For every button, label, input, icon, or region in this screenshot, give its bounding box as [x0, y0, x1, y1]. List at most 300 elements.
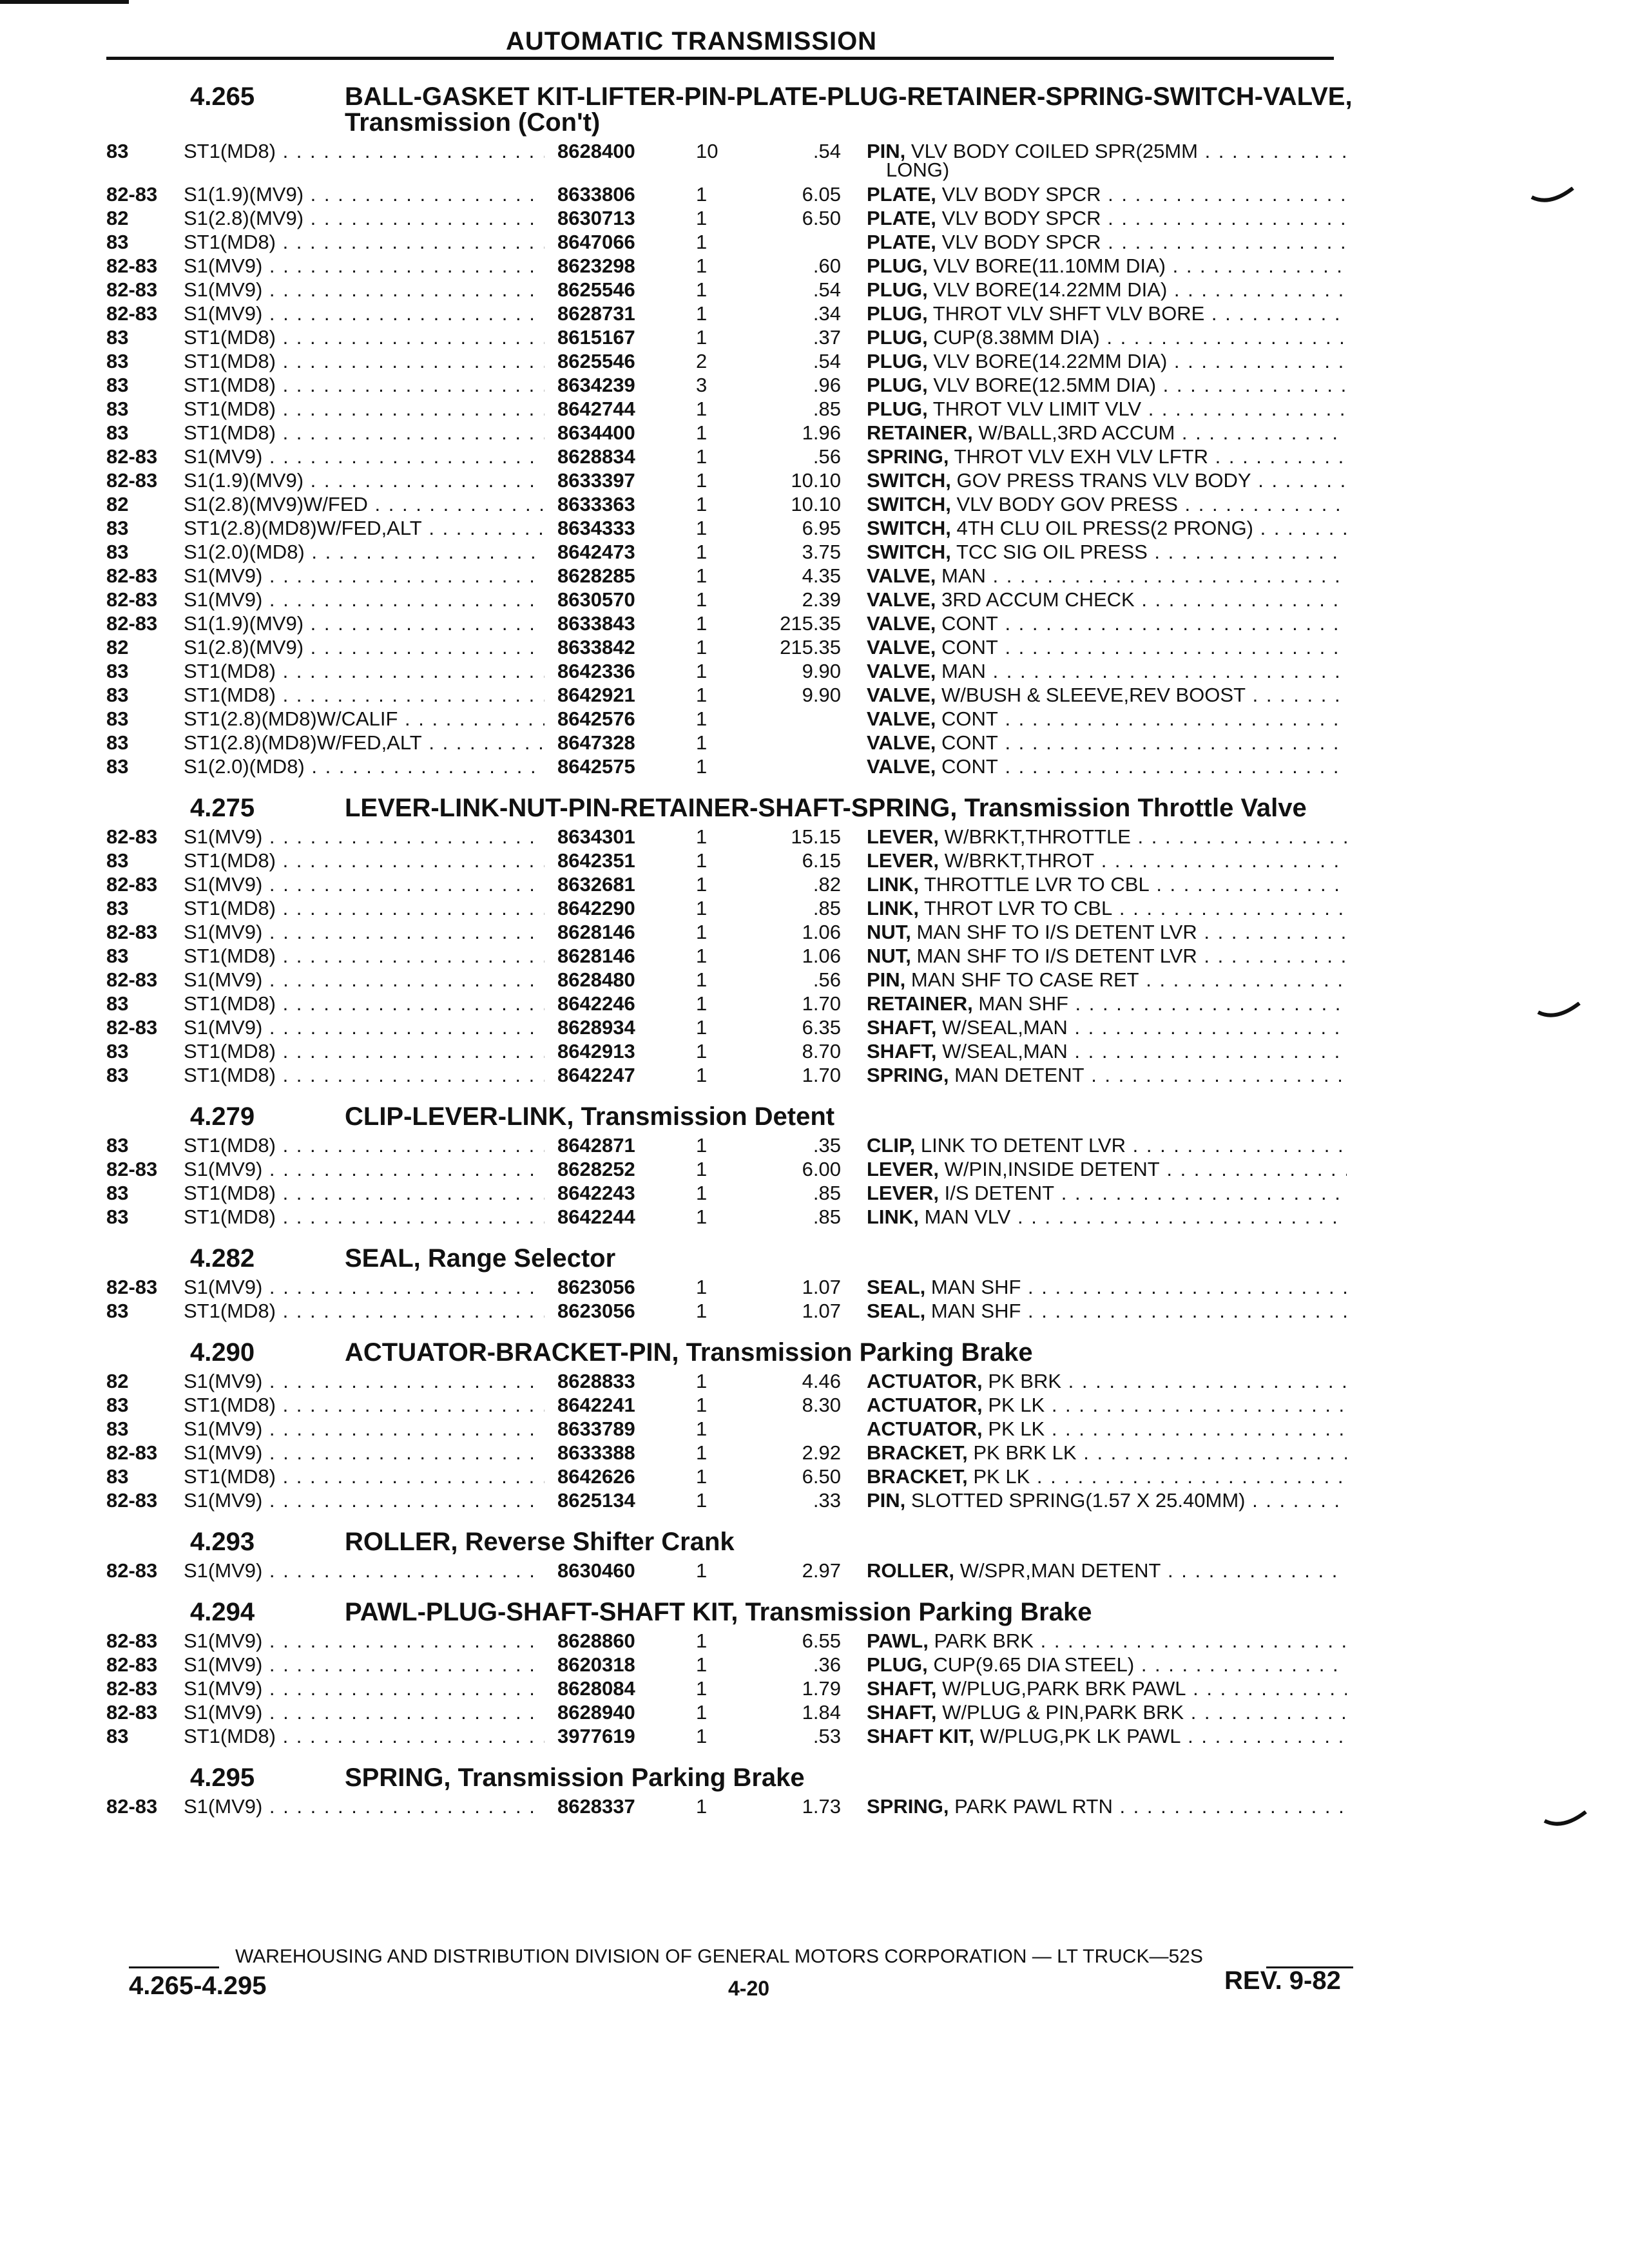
section-number: 4.282 — [190, 1244, 255, 1273]
quantity: 10 — [696, 140, 718, 162]
part-number: 8633363 — [557, 493, 635, 515]
part-name: BRACKET, — [867, 1465, 968, 1488]
part-detail: VLV BODY GOV PRESS — [956, 493, 1178, 515]
model-year: 83 — [106, 231, 129, 253]
model-code: S1(MV9) . . . — [184, 1441, 545, 1465]
part-description — [867, 825, 1347, 849]
table-row — [106, 1063, 1363, 1087]
part-description — [867, 611, 1347, 635]
part-description — [867, 1393, 1347, 1417]
section-heading — [106, 1599, 1363, 1625]
table-row — [106, 1299, 1363, 1323]
model-year: 82 — [106, 636, 129, 658]
part-number: 8623056 — [557, 1300, 635, 1322]
quantity: 1 — [696, 1064, 708, 1086]
section-title-plain: Transmission Throttle Valve — [964, 794, 1307, 822]
price: 4.35 — [802, 564, 841, 587]
part-name: SHAFT, — [867, 1677, 937, 1700]
quantity: 1 — [696, 921, 708, 943]
table-row — [106, 1181, 1363, 1205]
quantity: 1 — [696, 897, 708, 919]
model-code: ST1(MD8) . . . — [184, 230, 545, 254]
part-name: PLUG, — [867, 374, 928, 396]
quantity: 1 — [696, 469, 708, 492]
model-code: S1(MV9) . . . — [184, 1700, 545, 1724]
part-detail: W/SPR,MAN DETENT — [959, 1559, 1161, 1582]
model-code: S1(MV9) . . . — [184, 968, 545, 992]
model-year: 83 — [106, 1182, 129, 1204]
section-title-plain: Transmission — [345, 108, 511, 137]
quantity: 1 — [696, 968, 708, 991]
quantity: 1 — [696, 849, 708, 872]
section-title — [345, 1765, 1363, 1791]
model-code: ST1(MD8) . . . — [184, 139, 545, 163]
part-name: PLUG, — [867, 278, 928, 301]
table-row — [106, 230, 1363, 254]
table-row — [106, 302, 1363, 325]
model-code: S1(MV9) . . . — [184, 564, 545, 588]
price: .34 — [813, 302, 841, 325]
part-name: PLATE, — [867, 207, 936, 229]
table-row — [106, 278, 1363, 302]
table-row — [106, 1559, 1363, 1582]
quantity: 1 — [696, 1040, 708, 1062]
catalog-section — [106, 1340, 1363, 1512]
section-title-plain: Transmission Detent — [581, 1102, 835, 1131]
part-number: 8620318 — [557, 1653, 635, 1676]
part-detail: CONT — [941, 731, 998, 754]
model-code: ST1(MD8) . . . — [184, 373, 545, 397]
part-number: 8628860 — [557, 1629, 635, 1652]
part-description — [867, 1417, 1347, 1441]
part-detail: PK LK — [988, 1418, 1045, 1440]
part-number: 8633397 — [557, 469, 635, 492]
part-description — [867, 1559, 1347, 1582]
model-code: S1(MV9) . . . — [184, 1275, 545, 1299]
quantity: 1 — [696, 1016, 708, 1039]
table-row — [106, 1133, 1363, 1157]
model-code: S1(1.9)(MV9) . . . — [184, 468, 545, 492]
model-code: S1(MV9) . . . — [184, 1653, 545, 1677]
part-description — [867, 683, 1347, 707]
part-number: 8642336 — [557, 660, 635, 682]
price: 15.15 — [791, 825, 841, 848]
catalog-section — [106, 1765, 1363, 1818]
table-row — [106, 182, 1363, 206]
part-detail: W/SEAL,MAN — [942, 1040, 1068, 1062]
price: .85 — [813, 897, 841, 919]
part-number: 8634400 — [557, 421, 635, 444]
section-number: 4.290 — [190, 1338, 255, 1367]
table-row — [106, 611, 1363, 635]
part-number: 8642351 — [557, 849, 635, 872]
part-detail: MAN SHF — [930, 1300, 1021, 1322]
model-code: ST1(MD8) . . . — [184, 421, 545, 445]
price: .54 — [813, 350, 841, 372]
section-title-bold: BALL-GASKET KIT-LIFTER-PIN-PLATE-PLUG-RETAINER-SPRING-SWITCH-VALVE, — [345, 82, 1353, 111]
quantity: 1 — [696, 231, 708, 253]
model-code: ST1(2.8)(MD8)W/FED,ALT . . . — [184, 516, 545, 540]
part-description — [867, 754, 1347, 778]
model-year: 83 — [106, 755, 129, 778]
part-detail: PK LK — [988, 1394, 1045, 1416]
section-title-bold: ACTUATOR-BRACKET-PIN, — [345, 1338, 679, 1367]
part-detail: W/PLUG,PARK BRK PAWL — [942, 1677, 1186, 1700]
table-row — [106, 1015, 1363, 1039]
part-number: 8628285 — [557, 564, 635, 587]
part-detail: W/PIN,INSIDE DETENT — [944, 1158, 1160, 1180]
part-name: BRACKET, — [867, 1441, 968, 1464]
part-detail: PK BRK LK — [973, 1441, 1077, 1464]
part-name: PLUG, — [867, 1653, 928, 1676]
part-number: 8628934 — [557, 1016, 635, 1039]
section-title-bold: CLIP-LEVER-LINK, — [345, 1102, 574, 1131]
part-name: SWITCH, — [867, 469, 951, 492]
part-detail: LINK TO DETENT LVR — [920, 1134, 1126, 1157]
part-name: VALVE, — [867, 660, 936, 682]
section-title-plain: Transmission Parking Brake — [745, 1598, 1092, 1626]
model-year: 82-83 — [106, 921, 158, 943]
quantity: 1 — [696, 278, 708, 301]
price: 2.39 — [802, 588, 841, 611]
model-code: S1(MV9) . . . — [184, 302, 545, 325]
quantity: 1 — [696, 1206, 708, 1228]
price: 1.06 — [802, 921, 841, 943]
model-code: S1(MV9) . . . — [184, 1794, 545, 1818]
part-description — [867, 421, 1347, 445]
price: .37 — [813, 326, 841, 349]
model-year: 82-83 — [106, 255, 158, 277]
model-year: 83 — [106, 1418, 129, 1440]
part-name: SHAFT, — [867, 1016, 937, 1039]
model-code: ST1(MD8) . . . — [184, 1205, 545, 1229]
quantity: 1 — [696, 1629, 708, 1652]
part-description — [867, 659, 1347, 683]
part-description — [867, 1441, 1347, 1465]
part-description — [867, 1015, 1347, 1039]
part-detail: THROT VLV SHFT VLV BORE — [932, 302, 1205, 325]
price: .60 — [813, 255, 841, 277]
part-name: VALVE, — [867, 564, 936, 587]
part-number: 8634239 — [557, 374, 635, 396]
section-title-bold: SPRING, — [345, 1763, 451, 1792]
section-title-bold: SEAL, — [345, 1244, 421, 1273]
table-row — [106, 540, 1363, 564]
part-number: 8642871 — [557, 1134, 635, 1157]
part-name: PLATE, — [867, 183, 936, 206]
price: 1.73 — [802, 1795, 841, 1818]
model-code: ST1(MD8) . . . — [184, 849, 545, 872]
part-number: 8634301 — [557, 825, 635, 848]
table-row — [106, 1393, 1363, 1417]
part-description — [867, 1039, 1347, 1063]
model-year: 83 — [106, 660, 129, 682]
section-title-plain: Reverse Shifter Crank — [465, 1528, 735, 1556]
model-code: ST1(MD8) . . . — [184, 1465, 545, 1488]
model-code: ST1(MD8) . . . — [184, 1181, 545, 1205]
table-row — [106, 349, 1363, 373]
part-description — [867, 1794, 1347, 1818]
model-year: 83 — [106, 1134, 129, 1157]
part-name: VALVE, — [867, 755, 936, 778]
part-name: VALVE, — [867, 612, 936, 635]
part-detail: VLV BORE(12.5MM DIA) — [933, 374, 1157, 396]
part-number: 8633843 — [557, 612, 635, 635]
part-name: SPRING, — [867, 1795, 949, 1818]
table-row — [106, 731, 1363, 754]
part-number: 8642290 — [557, 897, 635, 919]
model-code: ST1(MD8) . . . — [184, 325, 545, 349]
part-detail: THROT VLV LIMIT VLV — [932, 398, 1142, 420]
catalog-section — [106, 795, 1363, 1087]
part-detail: MAN VLV — [924, 1206, 1011, 1228]
part-name: SWITCH, — [867, 493, 951, 515]
price: 9.90 — [802, 684, 841, 706]
part-description — [867, 588, 1347, 611]
quantity: 1 — [696, 660, 708, 682]
price: 1.07 — [802, 1276, 841, 1298]
section-title — [345, 84, 1363, 135]
section-title-plain: Transmission Parking Brake — [458, 1763, 805, 1792]
part-description — [867, 1133, 1347, 1157]
part-number: 8615167 — [557, 326, 635, 349]
part-detail: W/SEAL,MAN — [942, 1016, 1068, 1039]
table-row — [106, 1417, 1363, 1441]
part-name: LEVER, — [867, 825, 939, 848]
quantity: 1 — [696, 302, 708, 325]
part-number: 8628833 — [557, 1370, 635, 1392]
part-description — [867, 1157, 1347, 1181]
part-number: 8623056 — [557, 1276, 635, 1298]
price: 4.46 — [802, 1370, 841, 1392]
table-row — [106, 468, 1363, 492]
section-title-plain: Transmission Parking Brake — [686, 1338, 1033, 1367]
part-name: RETAINER, — [867, 992, 973, 1015]
table-row — [106, 683, 1363, 707]
part-detail: CONT — [941, 707, 998, 730]
price: .54 — [813, 140, 841, 162]
part-name: PLUG, — [867, 255, 928, 277]
part-number: 8628834 — [557, 445, 635, 468]
part-detail: THROT VLV EXH VLV LFTR — [954, 445, 1209, 468]
part-name: CLIP, — [867, 1134, 916, 1157]
price: 10.10 — [791, 493, 841, 515]
model-year: 82-83 — [106, 612, 158, 635]
table-row — [106, 896, 1363, 920]
price: 6.55 — [802, 1629, 841, 1652]
model-year: 82-83 — [106, 1489, 158, 1512]
part-detail: 3RD ACCUM CHECK — [941, 588, 1135, 611]
table-row — [106, 1488, 1363, 1512]
quantity: 1 — [696, 684, 708, 706]
price: .85 — [813, 1206, 841, 1228]
model-year: 82-83 — [106, 302, 158, 325]
section-heading — [106, 1104, 1363, 1129]
part-name: LINK, — [867, 1206, 919, 1228]
part-name: LEVER, — [867, 849, 939, 872]
model-year: 82-83 — [106, 564, 158, 587]
table-row — [106, 373, 1363, 397]
quantity: 1 — [696, 1559, 708, 1582]
quantity: 2 — [696, 350, 708, 372]
table-row — [106, 968, 1363, 992]
part-description — [867, 1724, 1347, 1748]
part-name: SPRING, — [867, 445, 949, 468]
part-description — [867, 1181, 1347, 1205]
quantity: 1 — [696, 326, 708, 349]
part-detail: CUP(9.65 DIA STEEL) — [933, 1653, 1135, 1676]
part-number: 8642913 — [557, 1040, 635, 1062]
model-code: ST1(MD8) . . . — [184, 1063, 545, 1087]
catalog-section — [106, 1529, 1363, 1582]
part-description — [867, 1629, 1347, 1653]
model-year: 83 — [106, 1725, 129, 1747]
part-detail: THROT LVR TO CBL — [924, 897, 1113, 919]
revision-date: REV. 9-82 — [1224, 1966, 1341, 1995]
model-year: 83 — [106, 684, 129, 706]
table-row — [106, 254, 1363, 278]
quantity: 1 — [696, 1701, 708, 1724]
model-year: 83 — [106, 350, 129, 372]
model-year: 83 — [106, 1206, 129, 1228]
part-number: 8642241 — [557, 1394, 635, 1416]
part-detail: W/PLUG & PIN,PARK BRK — [942, 1701, 1184, 1724]
quantity: 1 — [696, 421, 708, 444]
part-number: 8633806 — [557, 183, 635, 206]
part-number: 8630713 — [557, 207, 635, 229]
model-year: 83 — [106, 707, 129, 730]
part-detail: THROTTLE LVR TO CBL — [924, 873, 1150, 896]
part-number: 8628400 — [557, 140, 635, 162]
table-row — [106, 445, 1363, 468]
part-name: SEAL, — [867, 1300, 926, 1322]
part-number: 8625546 — [557, 278, 635, 301]
part-description — [867, 1205, 1347, 1229]
table-row — [106, 1629, 1363, 1653]
part-name: LINK, — [867, 897, 919, 919]
part-description — [867, 635, 1347, 659]
part-description — [867, 1488, 1347, 1512]
model-year: 82-83 — [106, 1276, 158, 1298]
model-code: S1(MV9) . . . — [184, 1369, 545, 1393]
section-title-bold: LEVER-LINK-NUT-PIN-RETAINER-SHAFT-SPRING, — [345, 794, 958, 822]
part-number: 8642921 — [557, 684, 635, 706]
part-description — [867, 944, 1347, 968]
section-title — [345, 1104, 1363, 1129]
quantity: 1 — [696, 1653, 708, 1676]
table-row — [106, 635, 1363, 659]
part-description — [867, 278, 1347, 302]
model-year: 82 — [106, 493, 129, 515]
price: 1.70 — [802, 1064, 841, 1086]
model-code: S1(1.9)(MV9) . . . — [184, 182, 545, 206]
model-code: ST1(2.8)(MD8)W/FED,ALT . . . — [184, 731, 545, 754]
table-row — [106, 516, 1363, 540]
part-detail: W/BRKT,THROTTLE — [944, 825, 1131, 848]
part-description — [867, 540, 1347, 564]
model-code: S1(2.8)(MV9) . . . — [184, 635, 545, 659]
table-row — [106, 564, 1363, 588]
model-code: ST1(MD8) . . . — [184, 1133, 545, 1157]
part-description — [867, 1299, 1347, 1323]
model-year: 83 — [106, 731, 129, 754]
part-detail: MAN DETENT — [954, 1064, 1084, 1086]
quantity: 1 — [696, 1725, 708, 1747]
part-number: 8642473 — [557, 541, 635, 563]
part-detail: PARK BRK — [934, 1629, 1034, 1652]
part-description — [867, 397, 1347, 421]
model-year: 83 — [106, 541, 129, 563]
model-year: 82 — [106, 207, 129, 229]
part-number: 8628337 — [557, 1795, 635, 1818]
part-number: 8633388 — [557, 1441, 635, 1464]
price: 6.50 — [802, 207, 841, 229]
part-detail: PK LK — [973, 1465, 1030, 1488]
quantity: 1 — [696, 1300, 708, 1322]
catalog-section — [106, 84, 1363, 778]
part-description — [867, 445, 1347, 468]
section-heading — [106, 1765, 1363, 1791]
price: 6.50 — [802, 1465, 841, 1488]
margin-mark-icon — [1530, 187, 1576, 206]
table-row — [106, 920, 1363, 944]
section-heading — [106, 1529, 1363, 1555]
part-detail: MAN SHF TO I/S DETENT LVR — [916, 921, 1197, 943]
section-title — [345, 1529, 1363, 1555]
part-number: 8628940 — [557, 1701, 635, 1724]
quantity: 1 — [696, 1677, 708, 1700]
part-name: ACTUATOR, — [867, 1418, 983, 1440]
price: 1.07 — [802, 1300, 841, 1322]
quantity: 1 — [696, 612, 708, 635]
section-number: 4.275 — [190, 794, 255, 822]
part-name: ACTUATOR, — [867, 1370, 983, 1392]
quantity: 1 — [696, 207, 708, 229]
model-code: ST1(2.8)(MD8)W/CALIF . . . — [184, 707, 545, 731]
model-year: 83 — [106, 326, 129, 349]
table-row — [106, 1465, 1363, 1488]
description-continuation — [106, 159, 1363, 182]
model-year: 83 — [106, 849, 129, 872]
part-number: 8642243 — [557, 1182, 635, 1204]
part-name: PAWL, — [867, 1629, 929, 1652]
model-year: 82-83 — [106, 1653, 158, 1676]
table-row — [106, 492, 1363, 516]
table-row — [106, 1653, 1363, 1677]
quantity: 1 — [696, 1795, 708, 1818]
part-description — [867, 1653, 1347, 1677]
section-title — [345, 1599, 1363, 1625]
part-name: VALVE, — [867, 707, 936, 730]
model-code: S1(2.0)(MD8) . . . — [184, 540, 545, 564]
price: 10.10 — [791, 469, 841, 492]
model-code: ST1(MD8) . . . — [184, 944, 545, 968]
section-title-bold: PAWL-PLUG-SHAFT-SHAFT KIT, — [345, 1598, 738, 1626]
model-code: S1(MV9) . . . — [184, 872, 545, 896]
model-code: S1(1.9)(MV9) . . . — [184, 611, 545, 635]
part-name: LINK, — [867, 873, 919, 896]
model-code: ST1(MD8) . . . — [184, 1299, 545, 1323]
section-number: 4.265 — [190, 82, 255, 111]
price: 6.05 — [802, 183, 841, 206]
part-detail: CUP(8.38MM DIA) — [933, 326, 1100, 349]
model-code: S1(2.8)(MV9)W/FED . . . — [184, 492, 545, 516]
part-detail: MAN — [941, 660, 986, 682]
part-name: SHAFT, — [867, 1040, 937, 1062]
part-number: 8642576 — [557, 707, 635, 730]
quantity: 1 — [696, 731, 708, 754]
part-number: 8647328 — [557, 731, 635, 754]
